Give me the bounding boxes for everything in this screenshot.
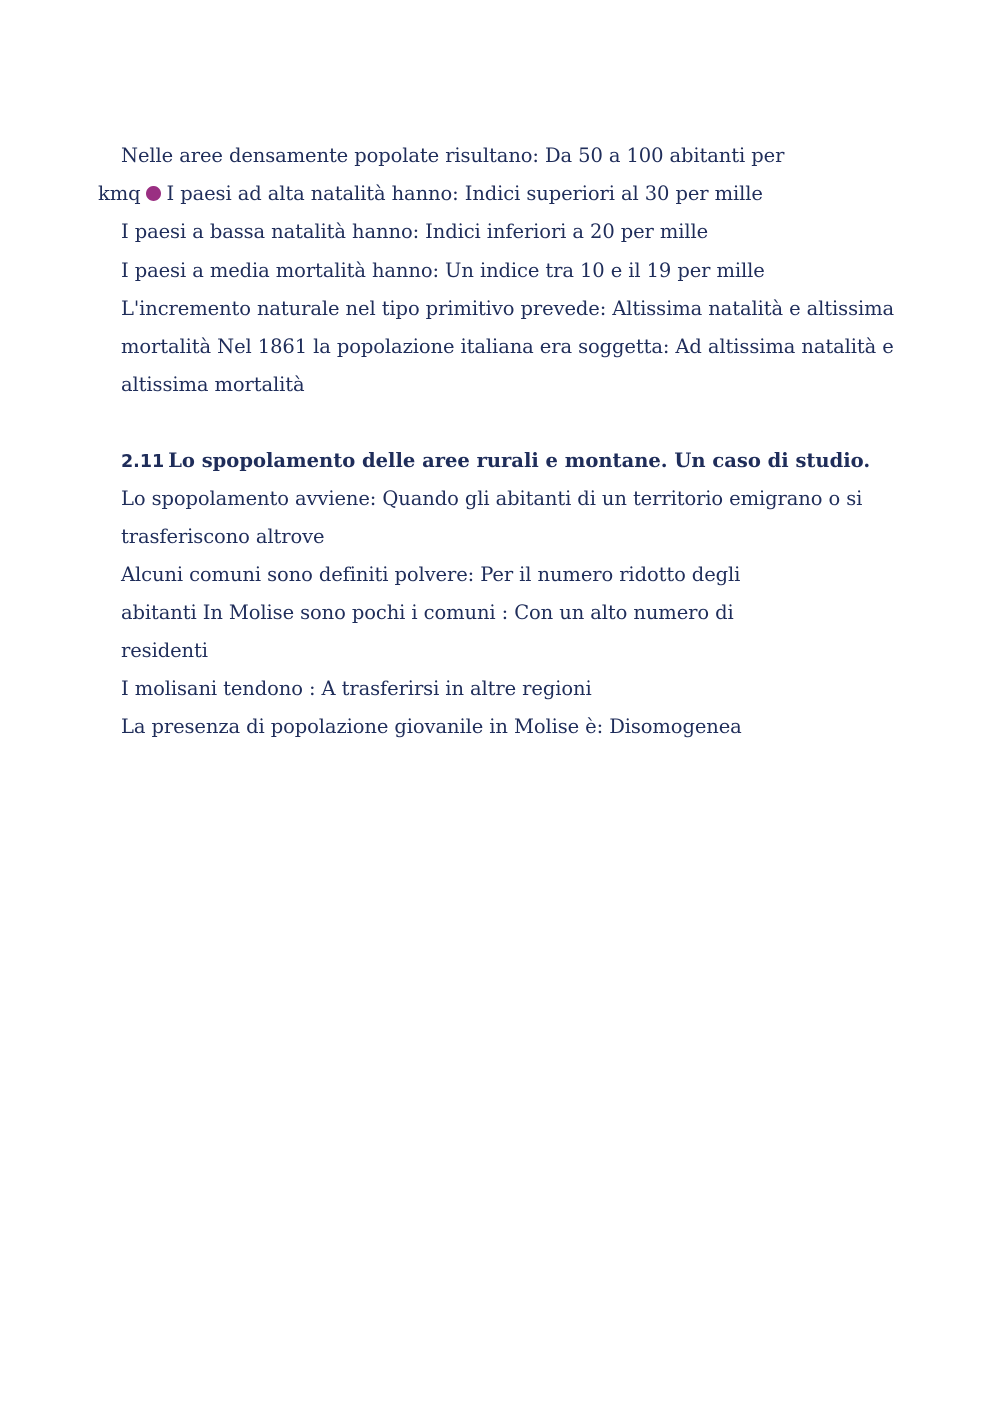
text-line: abitanti In Molise sono pochi i comuni : Con un alto numero di [121, 601, 734, 624]
bullet-icon [146, 186, 161, 201]
section-heading [121, 448, 870, 475]
text-line: Alcuni comuni sono definiti polvere: Per il numero ridotto degli [121, 563, 741, 586]
text-line: mortalità Nel 1861 la popolazione italiana era soggetta: Ad altissima natalità e [121, 335, 894, 358]
text-line: I paesi a media mortalità hanno: Un indice tra 10 e il 19 per mille [121, 259, 765, 282]
text-line: trasferiscono altrove [121, 525, 325, 548]
text-line: Nelle aree densamente popolate risultano: Da 50 a 100 abitanti per [121, 144, 785, 167]
text-line: Lo spopolamento avviene: Quando gli abitanti di un territorio emigrano o si [121, 487, 863, 510]
text-line [98, 181, 763, 207]
section-title: Lo spopolamento delle aree rurali e montane. Un caso di studio. [168, 449, 871, 472]
text-line: altissima mortalità [121, 373, 305, 396]
section-number: 2.11 [121, 452, 165, 472]
text-line: I molisani tendono : A trasferirsi in altre regioni [121, 677, 592, 700]
text-fragment: kmq [98, 182, 141, 205]
text-line: I paesi a bassa natalità hanno: Indici inferiori a 20 per mille [121, 220, 709, 243]
text-line: L'incremento naturale nel tipo primitivo prevede: Altissima natalità e altissima [121, 297, 895, 320]
text-fragment: I paesi ad alta natalità hanno: Indici superiori al 30 per mille [166, 182, 763, 205]
text-line: residenti [121, 639, 208, 662]
text-line: La presenza di popolazione giovanile in Molise è: Disomogenea [121, 715, 742, 738]
